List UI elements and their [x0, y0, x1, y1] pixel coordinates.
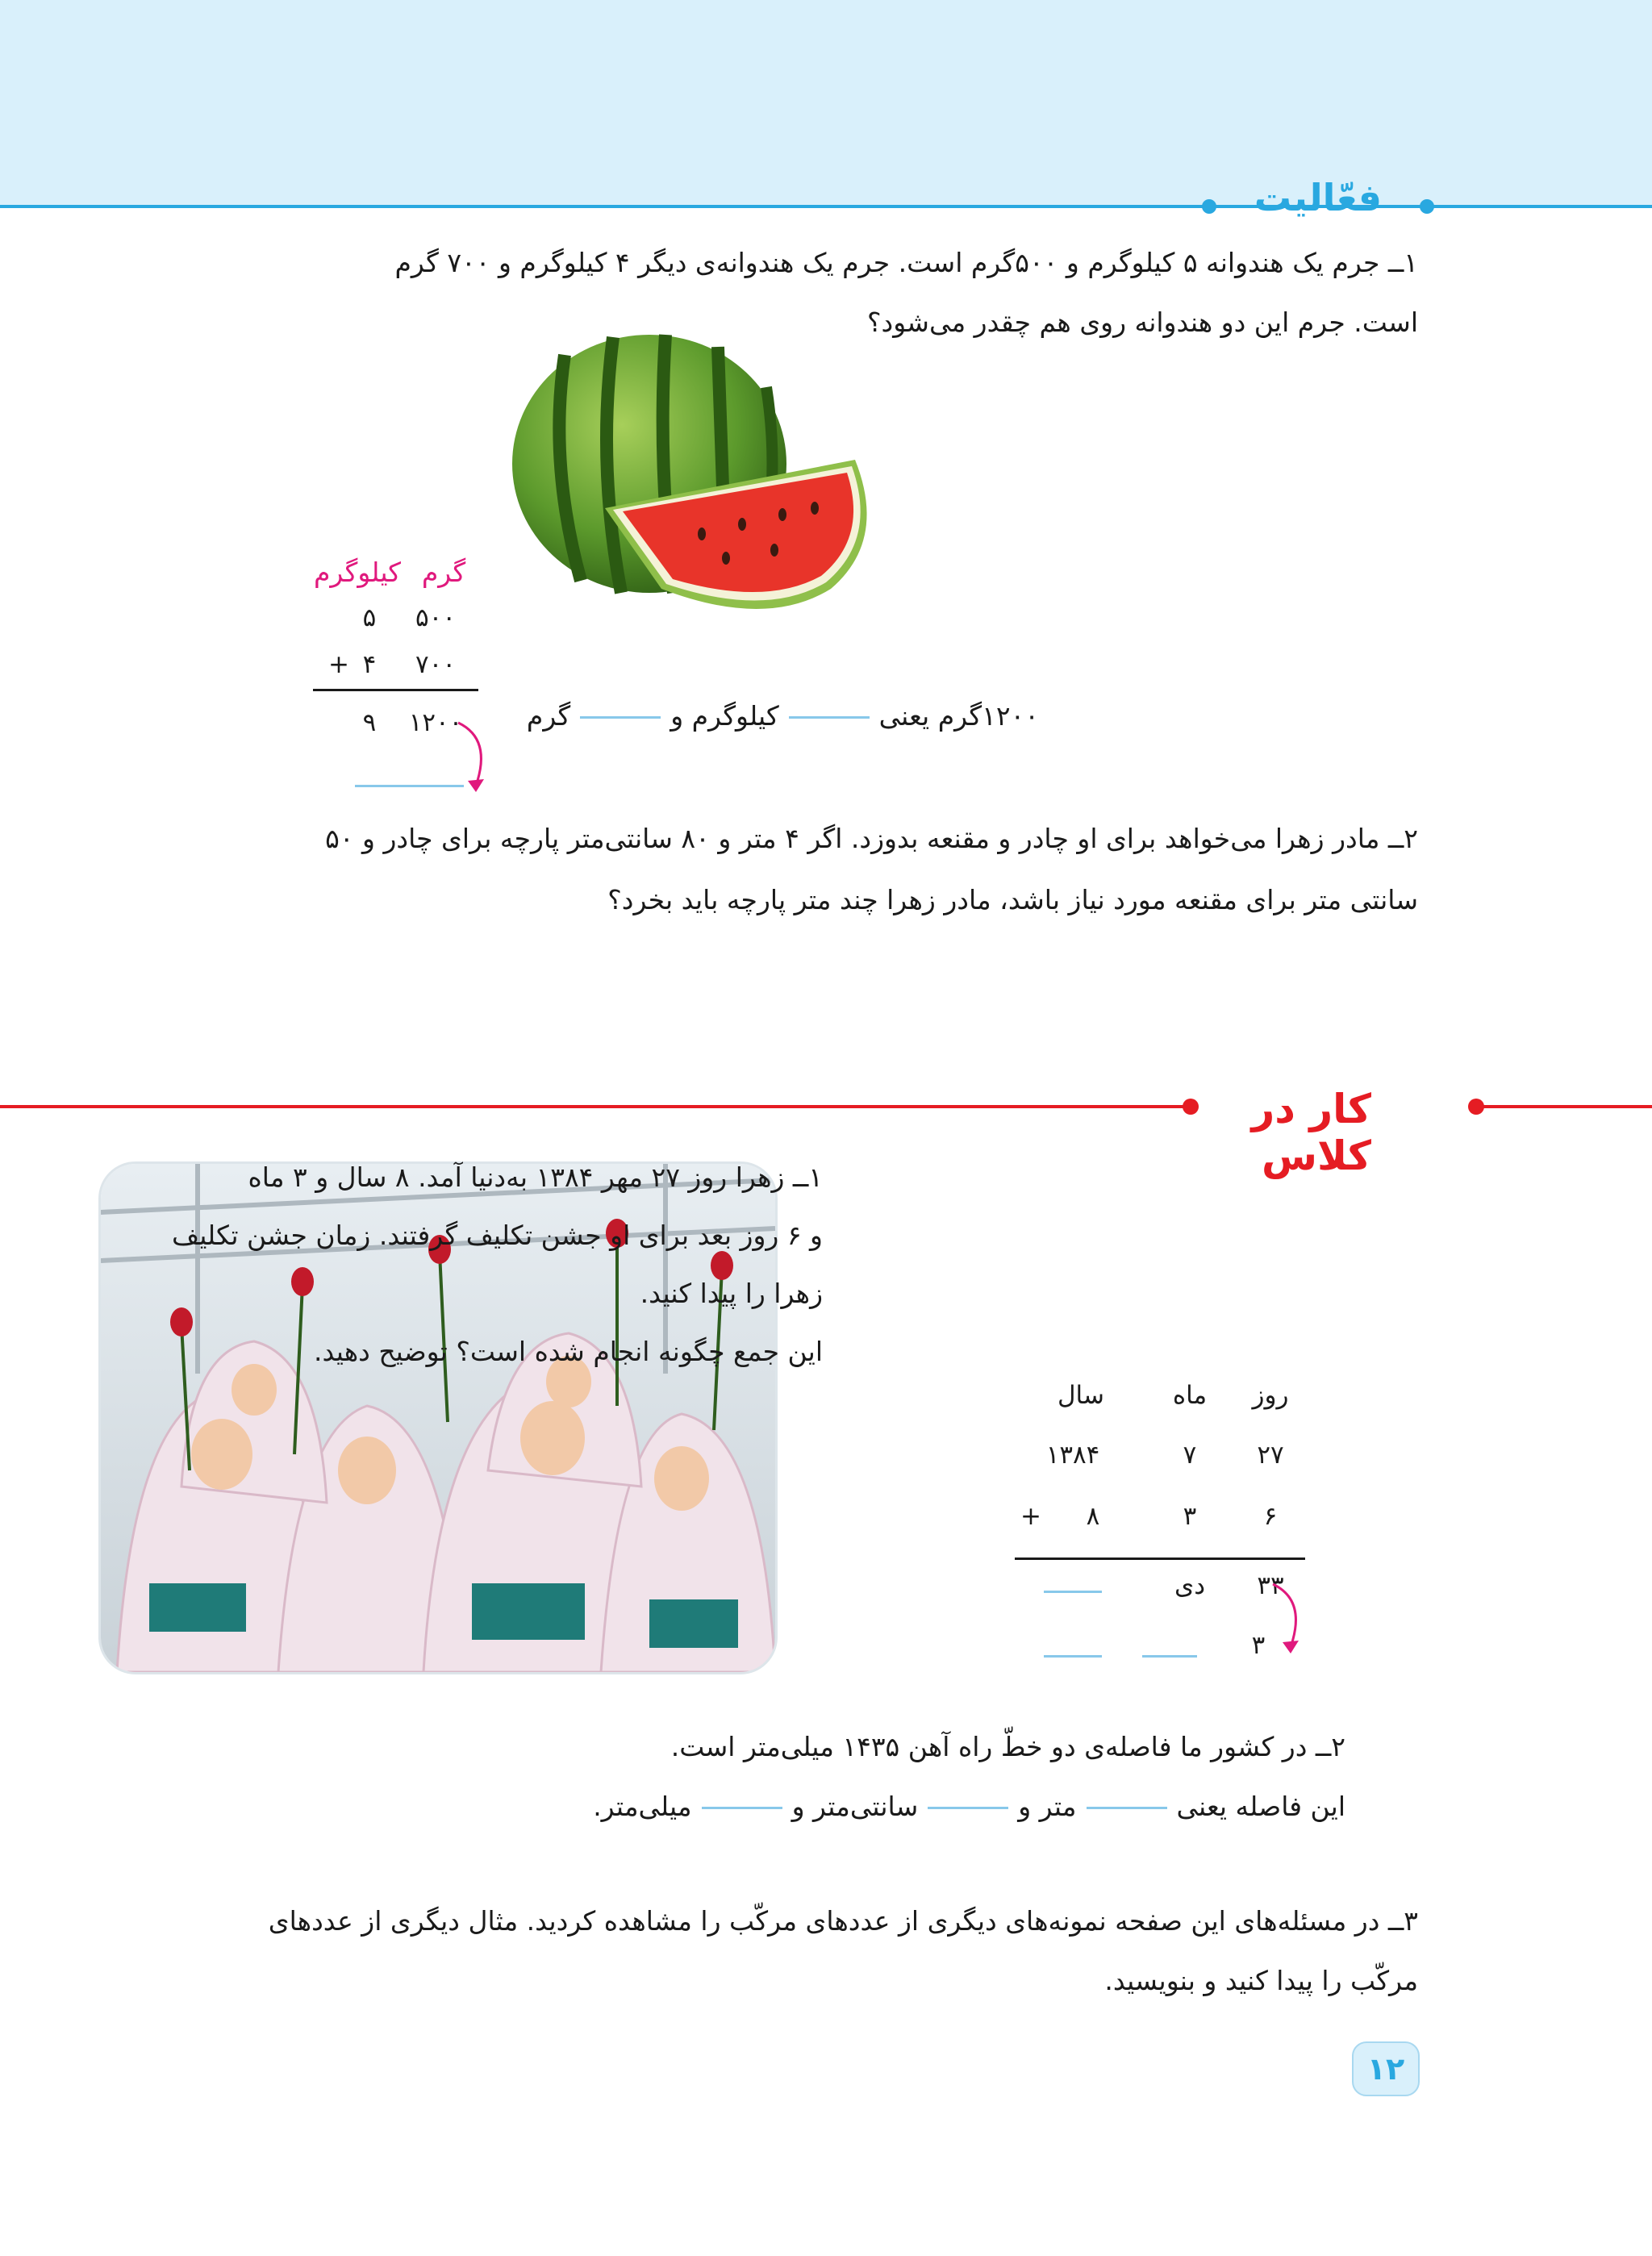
classwork-q2-line2	[216, 1776, 1345, 1837]
date-plus: +	[1020, 1502, 1041, 1531]
calc-r2-g: ۷۰۰	[415, 650, 456, 679]
calc-r1-kg: ۵	[362, 603, 377, 632]
classwork-divider-right	[1481, 1105, 1652, 1108]
classwork-dot-right	[1468, 1099, 1484, 1115]
classwork-q3-line1: ۳ــ در مسئله‌های این صفحه نمونه‌های دیگری از عددهای مرکّب را مشاهده کردید. مثال دیگری از عددهای	[268, 1905, 1418, 1937]
q2-text-d: میلی‌متر.	[593, 1791, 692, 1822]
classwork-q1-line4: این جمع چگونه انجام شده است؟ توضیح دهید.	[313, 1336, 823, 1367]
calc-sum-kg: ۹	[362, 708, 377, 737]
conv-text-a: ۱۲۰۰گرم یعنی	[878, 700, 1039, 732]
classwork-title: کار در کلاس	[1251, 1086, 1371, 1179]
page-number: ۱۲	[1352, 2041, 1420, 2096]
activity-q1-line2: است. جرم این دو هندوانه روی هم چقدر می‌شود؟	[867, 306, 1418, 338]
q2-text-c: سانتی‌متر و	[791, 1791, 919, 1822]
calc-r2-kg: ۴	[362, 650, 377, 679]
classwork-divider-left	[0, 1105, 1191, 1108]
classwork-q2-line1: ۲ــ در کشور ما فاصله‌ی دو خطّ راه آهن ۱۴۳۵ میلی‌متر است.	[670, 1731, 1345, 1762]
classwork-q1-line1: ۱ــ زهرا روز ۲۷ مهر ۱۳۸۴ به‌دنیا آمد. ۸ سال و ۳ ماه	[248, 1161, 823, 1193]
date-sum-year-blank[interactable]	[1044, 1591, 1102, 1593]
calc-head-kg: کیلوگرم	[314, 557, 401, 588]
classwork-q1-line3: زهرا را پیدا کنید.	[640, 1278, 823, 1309]
date-carry-year-blank[interactable]	[1044, 1655, 1102, 1658]
classwork-q3-line2: مرکّب را پیدا کنید و بنویسید.	[1104, 1965, 1418, 1996]
conversion-sentence	[313, 686, 1039, 747]
calc-sum-g: ۱۲۰۰	[408, 708, 463, 737]
activity-q1-line1: ۱ــ جرم یک هندوانه ۵ کیلوگرم و ۵۰۰گرم است. جرم یک هندوانه‌ی دیگر ۴ کیلوگرم و ۷۰۰ گرم	[394, 247, 1418, 278]
activity-q2-line2: سانتی متر برای مقنعه مورد نیاز باشد، مادر زهرا چند متر پارچه باید بخرد؟	[607, 884, 1418, 915]
header-dot-right	[1420, 199, 1434, 214]
date-r1-month: ۷	[1183, 1441, 1197, 1470]
date-r2-day: ۶	[1263, 1502, 1278, 1531]
q2-text-b: متر و	[1018, 1791, 1077, 1822]
date-r2-year: ۸	[1086, 1502, 1100, 1531]
date-r1-day: ۲۷	[1257, 1441, 1284, 1470]
header-band	[0, 0, 1652, 206]
calc-carry-blank[interactable]	[355, 785, 464, 787]
conv-blank-kg[interactable]	[789, 716, 870, 719]
watermelon-image	[500, 323, 887, 629]
date-rule	[1015, 1558, 1305, 1560]
q2-text-a: این فاصله یعنی	[1176, 1791, 1345, 1822]
q2-blank-m[interactable]	[1087, 1807, 1167, 1809]
date-sum-month: دی	[1174, 1571, 1206, 1600]
date-sum-day: ۳۳	[1257, 1571, 1284, 1600]
date-r1-year: ۱۳۸۴	[1045, 1441, 1100, 1470]
calc-r1-g: ۵۰۰	[415, 603, 456, 632]
date-col-month: ماه	[1172, 1381, 1208, 1410]
activity-title: فعّالیت	[1254, 176, 1382, 219]
q2-blank-mm[interactable]	[702, 1807, 782, 1809]
date-carry-month-blank[interactable]	[1142, 1655, 1197, 1658]
calc-head-g: گرم	[421, 557, 466, 588]
q2-blank-cm[interactable]	[928, 1807, 1008, 1809]
date-col-day: روز	[1252, 1381, 1289, 1410]
date-carry-day: ۳	[1251, 1631, 1266, 1660]
date-r2-month: ۳	[1183, 1502, 1197, 1531]
calc-plus: +	[328, 650, 349, 679]
header-divider	[0, 205, 1652, 208]
conv-text-b: کیلوگرم و	[670, 700, 779, 732]
date-col-year: سال	[1058, 1381, 1104, 1410]
classwork-q1-line2: و ۶ روز بعد برای او جشن تکلیف گرفتند. زمان جشن تکلیف	[172, 1220, 823, 1251]
conv-text-c: گرم	[526, 700, 571, 732]
activity-q2-line1: ۲ــ مادر زهرا می‌خواهد برای او چادر و مقنعه بدوزد. اگر ۴ متر و ۸۰ سانتی‌متر پارچه برای چادر و ۵۰	[325, 823, 1418, 854]
conv-blank-g[interactable]	[580, 716, 661, 719]
